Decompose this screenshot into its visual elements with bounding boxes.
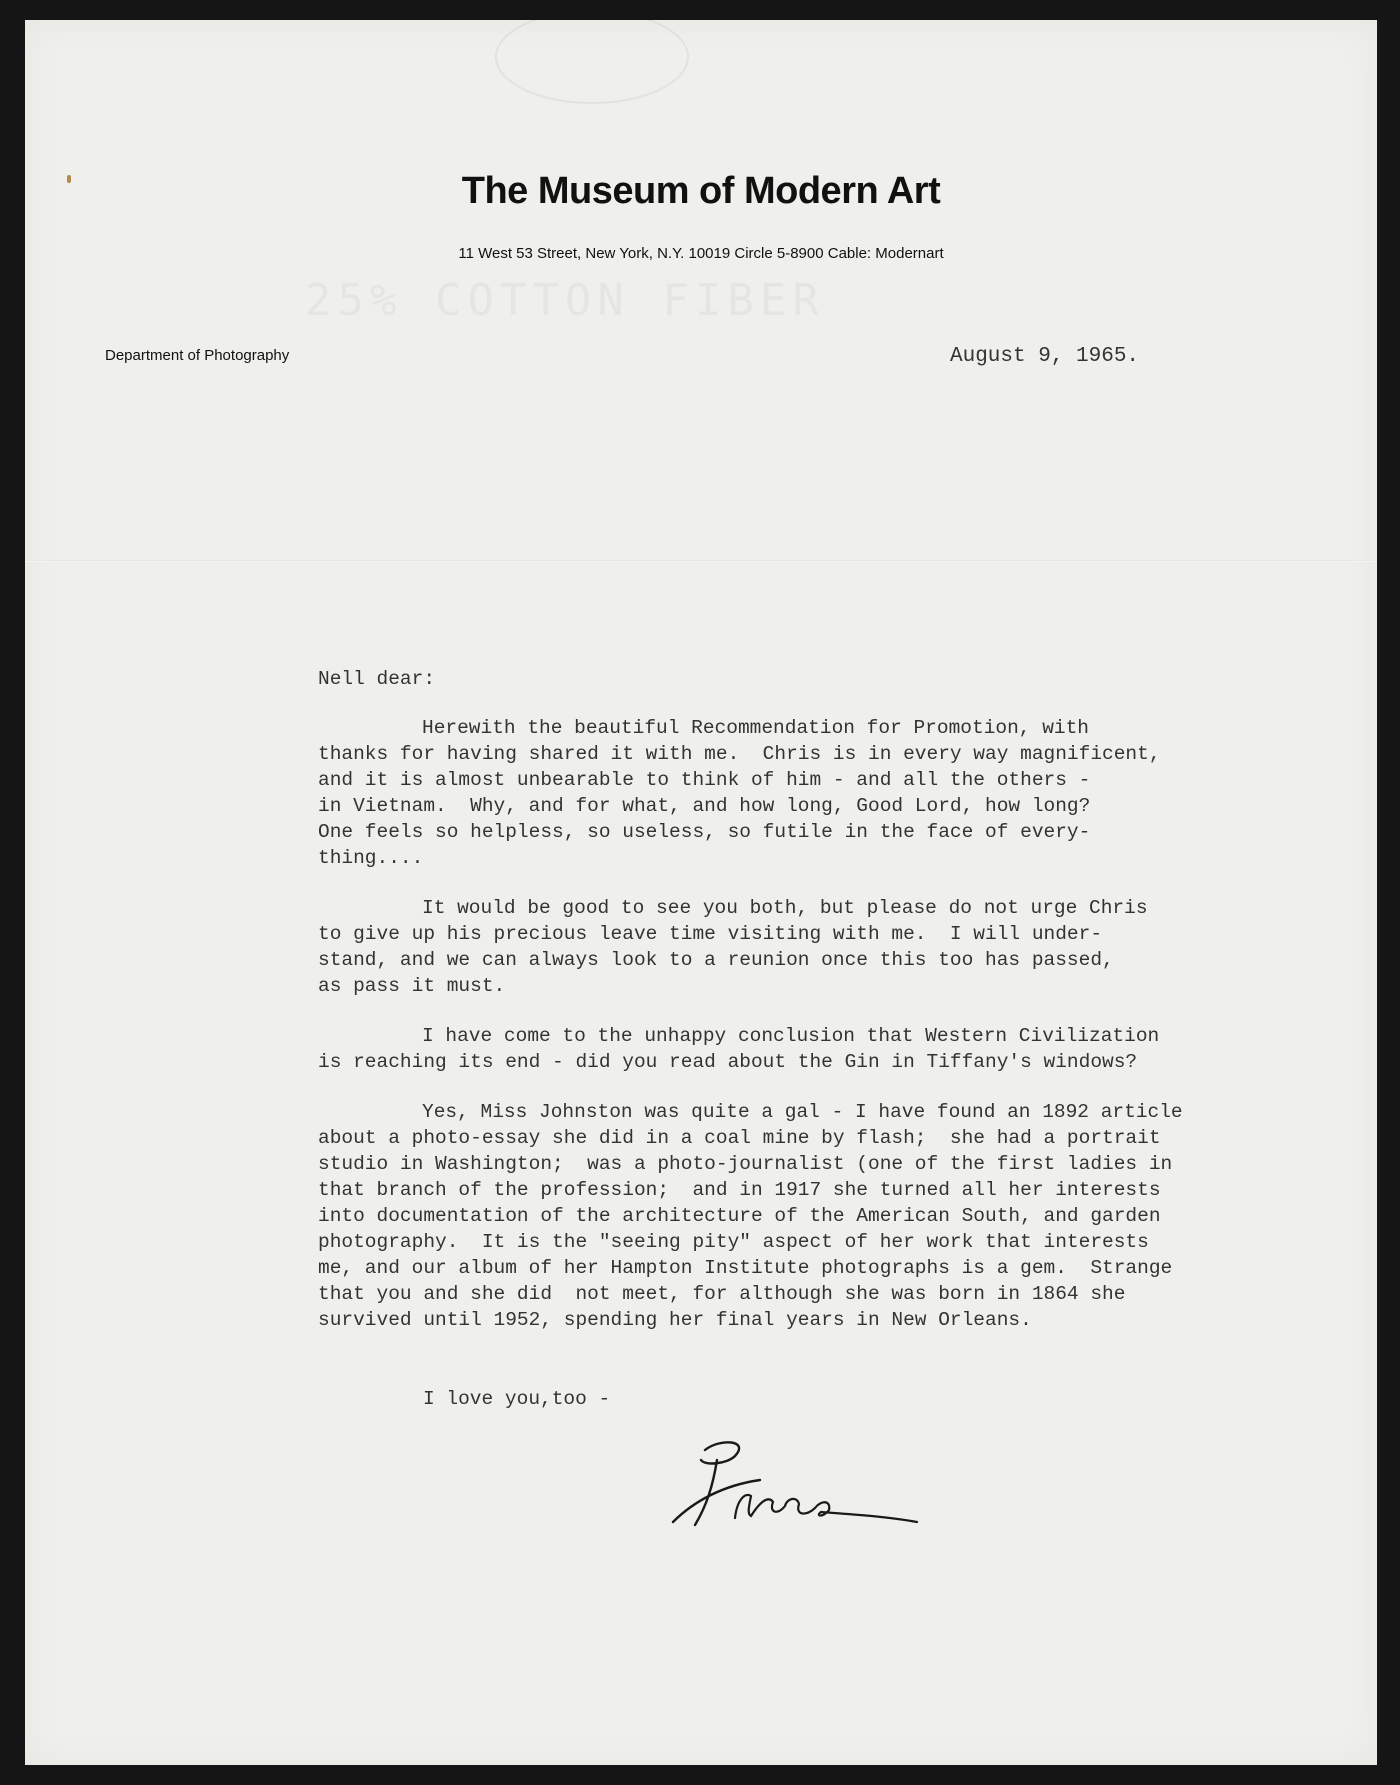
- body-line: I have come to the unhappy conclusion that Western Civilization: [422, 1025, 1160, 1047]
- body-line: to give up his precious leave time visiting with me. I will under-: [318, 923, 1103, 945]
- body-line: survived until 1952, spending her final years in New Orleans.: [318, 1309, 1032, 1331]
- salutation: Nell dear:: [318, 668, 436, 690]
- body-line: thanks for having shared it with me. Chris is in every way magnificent,: [318, 743, 1161, 765]
- watermark-seal: [495, 10, 689, 104]
- letter-date: August 9, 1965.: [950, 345, 1140, 368]
- paragraph: [318, 895, 1318, 999]
- paragraph: [318, 715, 1318, 871]
- body-line: that branch of the profession; and in 1917 she turned all her interests: [318, 1179, 1161, 1201]
- letter-body: [318, 715, 1318, 1357]
- body-line: that you and she did not meet, for although she was born in 1864 she: [318, 1283, 1126, 1305]
- body-line: Herewith the beautiful Recommendation for Promotion, with: [422, 717, 1090, 739]
- body-line: thing....: [318, 847, 424, 869]
- body-line: into documentation of the architecture of the American South, and garden: [318, 1205, 1161, 1227]
- paper-watermark: [305, 275, 825, 326]
- closing-line: I love you,too -: [423, 1388, 611, 1410]
- body-line: as pass it must.: [318, 975, 506, 997]
- body-line: stand, and we can always look to a reunion once this too has passed,: [318, 949, 1114, 971]
- body-line: me, and our album of her Hampton Institute photographs is a gem. Strange: [318, 1257, 1173, 1279]
- body-line: One feels so helpless, so useless, so futile in the face of every-: [318, 821, 1091, 843]
- paragraph: [318, 1099, 1318, 1333]
- body-line: is reaching its end - did you read about the Gin in Tiffany's windows?: [318, 1051, 1138, 1073]
- paragraph: [318, 1023, 1318, 1075]
- handwritten-signature: [665, 1430, 925, 1540]
- body-line: Yes, Miss Johnston was quite a gal - I have found an 1892 article: [422, 1101, 1183, 1123]
- body-line: It would be good to see you both, but please do not urge Chris: [422, 897, 1148, 919]
- letterhead-address: 11 West 53 Street, New York, N.Y. 10019 Circle 5-8900 Cable: Modernart: [458, 245, 944, 262]
- body-line: in Vietnam. Why, and for what, and how long, Good Lord, how long?: [318, 795, 1091, 817]
- body-line: photography. It is the "seeing pity" aspect of her work that interests: [318, 1231, 1149, 1253]
- letterhead-title: The Museum of Modern Art: [461, 170, 941, 212]
- letter-page: [25, 20, 1377, 1765]
- body-line: studio in Washington; was a photo-journalist (one of the first ladies in: [318, 1153, 1173, 1175]
- department-name: Department of Photography: [105, 347, 290, 364]
- paper-fold-line: [25, 560, 1377, 562]
- body-line: and it is almost unbearable to think of him - and all the others -: [318, 769, 1091, 791]
- body-line: about a photo-essay she did in a coal mine by flash; she had a portrait: [318, 1127, 1161, 1149]
